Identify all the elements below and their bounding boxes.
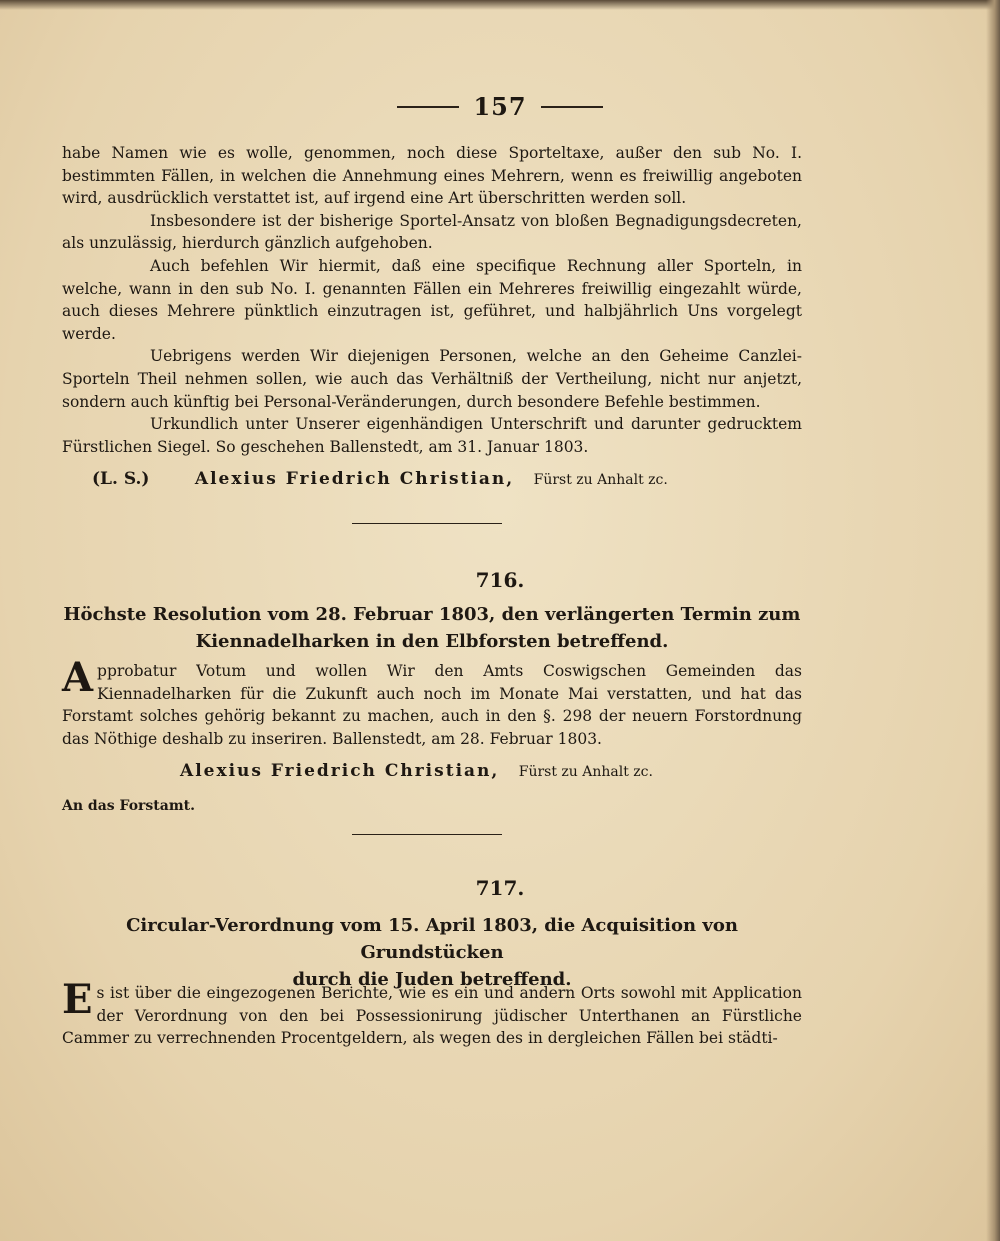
- section-divider: [352, 834, 502, 835]
- signature-block: [180, 758, 653, 785]
- addressee: An das Forstamt.: [62, 798, 195, 814]
- section-title: [62, 912, 802, 993]
- header-rule-right: [541, 106, 603, 108]
- section-number: 716.: [475, 568, 525, 592]
- paragraph: Insbesondere ist der bisherige Sportel-Ansatz von bloßen Begnadigungsdecreten, als unzulässig, hierdurch gänzlich aufgehoben.: [62, 211, 802, 253]
- section-title: [62, 601, 802, 655]
- seal-mark: (L. S.): [92, 469, 150, 489]
- header-rule-left: [397, 106, 459, 108]
- section-title-line: Circular-Verordnung vom 15. April 1803, die Acquisition von Grundstücken: [126, 915, 738, 963]
- section-body-text: pprobatur Votum und wollen Wir den Amts Coswigschen Gemeinden das Kiennadelharken für die Zukunft auch noch im Monate Mai verstatten, und hat das Forstamt solches gehörig bekannt zu machen, auch in den §. 298 der neuern Forstordnung das Nöthige deshalb zu inseriren. Ballenstedt, am 28. Februar 1803.: [62, 662, 802, 748]
- page-number: 157: [473, 92, 527, 121]
- signatory-name: Alexius Friedrich Christian,: [194, 469, 515, 489]
- section-body-text: s ist über die eingezogenen Berichte, wie es ein und andern Orts sowohl mit Application der Verordnung von den bei Possessionirung jüdischer Unterthanen an Fürstliche Cammer zu verrechnenden Procentgeldern, als wegen des in dergleichen Fällen bei städti-: [62, 984, 802, 1048]
- page-edge-shadow-right: [986, 0, 1000, 1241]
- section-divider: [352, 523, 502, 524]
- signatory-title: Fürst zu Anhalt zc.: [518, 764, 653, 780]
- section-title-line: durch die Juden betreffend.: [292, 969, 572, 990]
- signature-block: [92, 466, 812, 493]
- paragraph: Auch befehlen Wir hiermit, daß eine specifique Rechnung aller Sporteln, in welche, wann in den sub No. I. genannten Fällen ein Mehreres freiwillig eingezahlt würde, auch dieses Mehrere pünktlich einzutragen ist, geführet, und halbjährlich Uns vorgelegt werde.: [62, 256, 802, 343]
- paragraph: Uebrigens werden Wir diejenigen Personen, welche an den Geheime Canzlei-Sporteln Theil nehmen sollen, wie auch das Verhältniß der Vertheilung, nicht nur anjetzt, sondern auch künftig bei Personal-Veränderungen, durch besondere Befehle bestimmen.: [62, 347, 802, 411]
- section-number: 717.: [475, 876, 525, 900]
- drop-cap: E: [62, 976, 93, 1023]
- page-header: [0, 92, 1000, 121]
- section-title-line: Kiennadelharken in den Elbforsten betreffend.: [195, 631, 669, 652]
- signatory-title: Fürst zu Anhalt zc.: [533, 472, 668, 488]
- drop-cap: A: [62, 654, 94, 701]
- decree-continuation: [62, 142, 802, 458]
- signatory-name: Alexius Friedrich Christian,: [180, 761, 500, 781]
- paragraph: Urkundlich unter Unserer eigenhändigen Unterschrift und darunter gedrucktem Fürstlichen Siegel. So geschehen Ballenstedt, am 31. Januar 1803.: [62, 415, 802, 456]
- paragraph: habe Namen wie es wolle, genommen, noch diese Sporteltaxe, außer den sub No. I. bestimmten Fällen, in welchen die Annehmung eines Mehrern, wenn es freiwillig angeboten wird, ausdrücklich verstattet ist, auf irgend eine Art überschritten werden soll.: [62, 144, 802, 208]
- page-edge-shadow: [0, 0, 1000, 10]
- section-body: [62, 654, 802, 750]
- section-title-line: Höchste Resolution vom 28. Februar 1803, den verlängerten Termin zum: [63, 604, 801, 625]
